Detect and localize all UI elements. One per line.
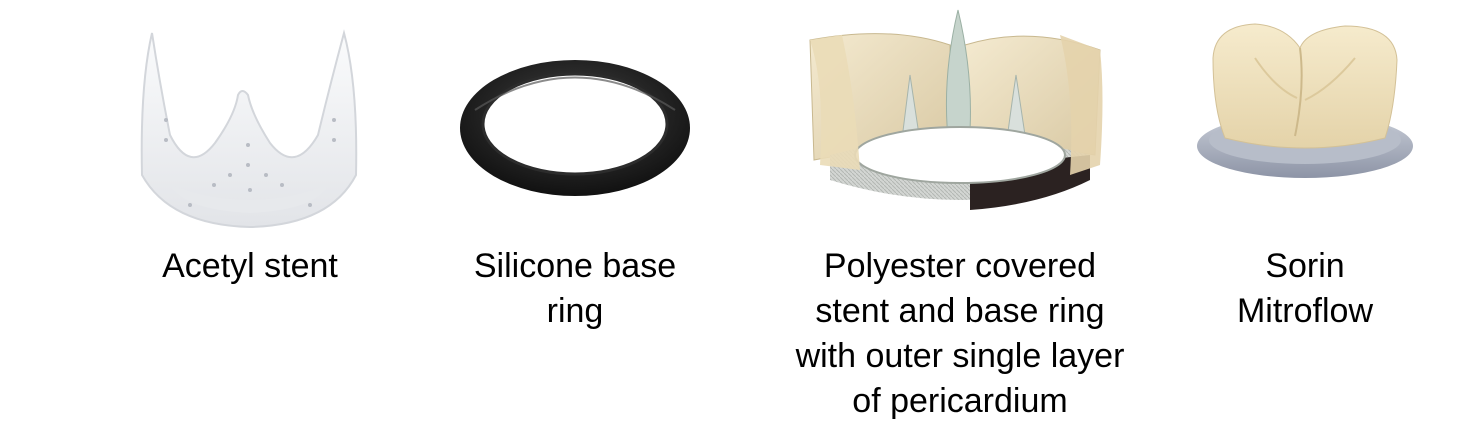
panel-acetyl-stent <box>100 0 400 436</box>
panel-silicone-ring <box>440 0 710 436</box>
acetyl-stent-image <box>130 25 370 230</box>
covered-stent-image <box>800 5 1120 220</box>
silicone-ring-image <box>455 50 695 200</box>
caption-sorin-mitroflow: Sorin Mitroflow <box>1236 247 1374 330</box>
caption-acetyl-stent: Acetyl stent <box>162 247 338 285</box>
caption-covered-stent: Polyester covered stent and base ring with outer single layer of pericardium <box>795 247 1125 420</box>
mitroflow-valve-image <box>1195 18 1415 188</box>
panel-covered-stent <box>770 0 1150 436</box>
caption-silicone-ring: Silicone base ring <box>473 247 677 330</box>
panel-sorin-mitroflow <box>1180 0 1430 436</box>
